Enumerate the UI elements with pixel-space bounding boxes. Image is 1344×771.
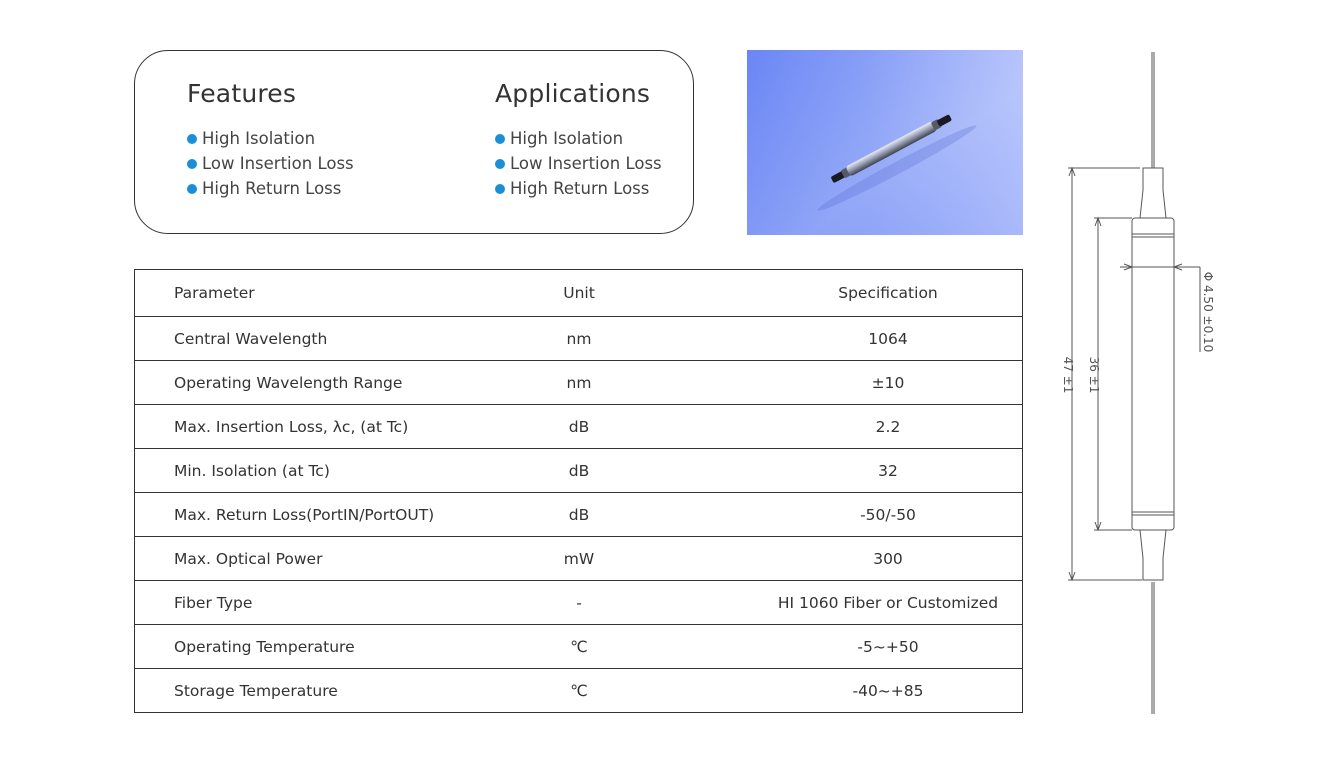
cell-parameter: Max. Return Loss(PortIN/PortOUT) — [135, 493, 505, 537]
cell-spec: ±10 — [754, 361, 1023, 405]
cell-unit: dB — [504, 449, 754, 493]
cell-spec: -5~+50 — [754, 625, 1023, 669]
cell-spec: 2.2 — [754, 405, 1023, 449]
cell-parameter: Min. Isolation (at Tc) — [135, 449, 505, 493]
bullet-icon — [495, 134, 505, 144]
features-title: Features — [187, 79, 297, 108]
cell-parameter: Operating Wavelength Range — [135, 361, 505, 405]
cell-spec: 1064 — [754, 317, 1023, 361]
cell-parameter: Max. Insertion Loss, λc, (at Tc) — [135, 405, 505, 449]
dimension-drawing — [1050, 50, 1230, 718]
cell-spec: HI 1060 Fiber or Customized — [754, 581, 1023, 625]
list-item: High Isolation — [187, 126, 354, 151]
bullet-icon — [495, 159, 505, 169]
cell-spec: 300 — [754, 537, 1023, 581]
cell-unit: nm — [504, 317, 754, 361]
bullet-icon — [187, 159, 197, 169]
cell-spec: -50/-50 — [754, 493, 1023, 537]
cell-unit: - — [504, 581, 754, 625]
dim-total-label: 47 ±1 — [1061, 356, 1075, 394]
features-list — [187, 126, 354, 201]
cell-parameter: Max. Optical Power — [135, 537, 505, 581]
dim-body-label: 36 ±1 — [1087, 356, 1101, 394]
dim-diameter-label: Φ 4.50 ±0.10 — [1201, 271, 1215, 353]
list-item: Low Insertion Loss — [187, 151, 354, 176]
cell-unit: dB — [504, 405, 754, 449]
cell-unit: nm — [504, 361, 754, 405]
list-item: High Return Loss — [495, 176, 662, 201]
cell-parameter: Central Wavelength — [135, 317, 505, 361]
list-item: High Return Loss — [187, 176, 354, 201]
table-row — [135, 625, 1023, 669]
table-row — [135, 493, 1023, 537]
header-parameter: Parameter — [135, 270, 505, 317]
table-row — [135, 581, 1023, 625]
cell-parameter: Storage Temperature — [135, 669, 505, 713]
cell-spec: 32 — [754, 449, 1023, 493]
cell-spec: -40~+85 — [754, 669, 1023, 713]
applications-section — [495, 79, 662, 201]
isolator-product-image — [747, 50, 1023, 235]
cell-parameter: Fiber Type — [135, 581, 505, 625]
cell-unit: ℃ — [504, 625, 754, 669]
cell-unit: ℃ — [504, 669, 754, 713]
cell-unit: dB — [504, 493, 754, 537]
table-row — [135, 317, 1023, 361]
bullet-icon — [495, 184, 505, 194]
features-applications-card — [134, 50, 694, 234]
table-row — [135, 449, 1023, 493]
features-section — [187, 79, 354, 201]
specification-table — [134, 269, 1023, 713]
list-item: Low Insertion Loss — [495, 151, 662, 176]
product-photo — [747, 50, 1023, 235]
bullet-icon — [187, 134, 197, 144]
cell-parameter: Operating Temperature — [135, 625, 505, 669]
table-header-row — [135, 270, 1023, 317]
table-row — [135, 361, 1023, 405]
applications-title: Applications — [495, 79, 651, 108]
table-row — [135, 669, 1023, 713]
cell-unit: mW — [504, 537, 754, 581]
header-specification: Specification — [754, 270, 1023, 317]
header-unit: Unit — [504, 270, 754, 317]
bullet-icon — [187, 184, 197, 194]
applications-list — [495, 126, 662, 201]
table-row — [135, 537, 1023, 581]
table-row — [135, 405, 1023, 449]
list-item: High Isolation — [495, 126, 662, 151]
